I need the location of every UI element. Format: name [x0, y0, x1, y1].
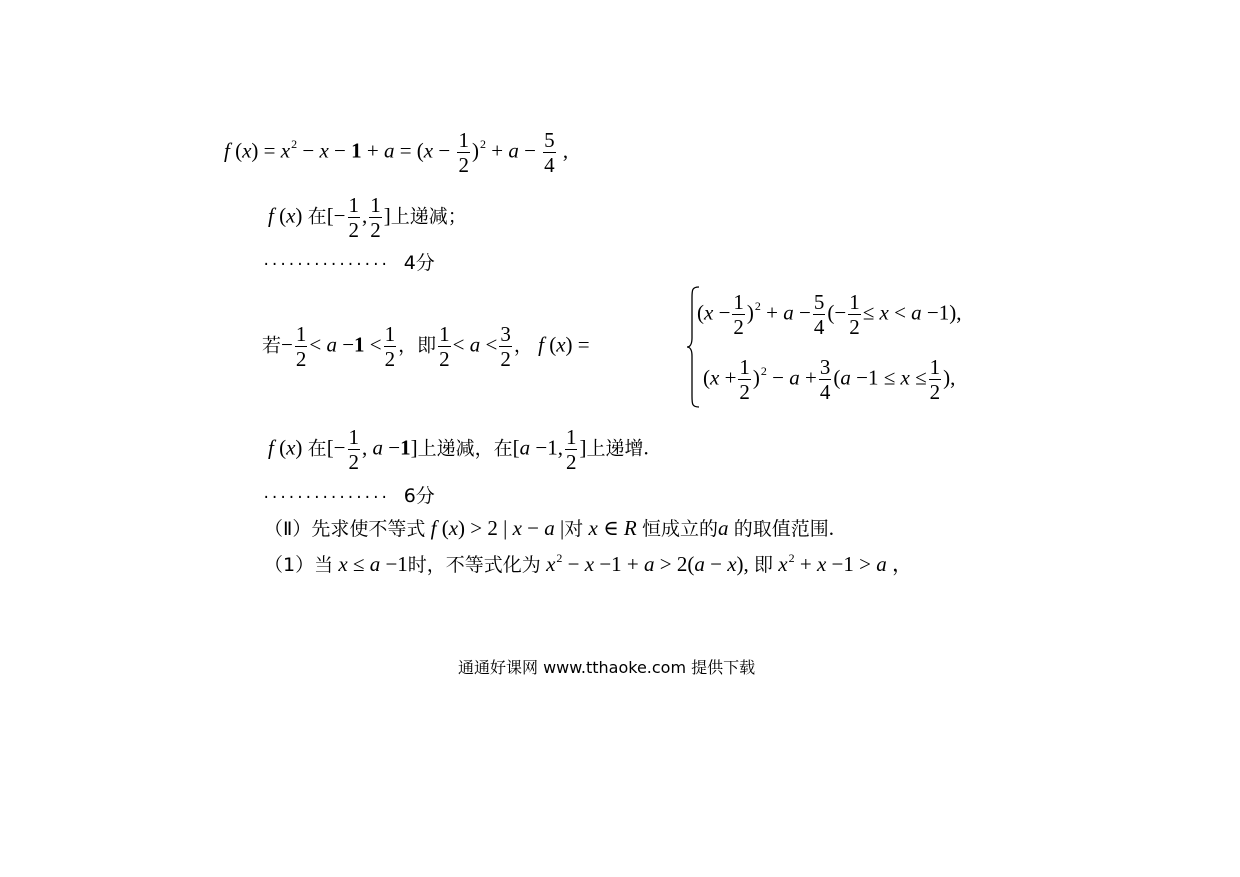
- score-line-6: [262, 485, 435, 506]
- formula-line-1: f $(x) = x^2 - x - 1 + a = (x$ − $\frac{1}{2}$ )$^2$ + a − $\frac{5}{4}$ ,: [224, 128, 569, 177]
- score-label: 6分: [403, 485, 435, 507]
- formula-line-5: f (x) 在[− $\frac{1}{2}$ , a −1]上递减，在[a −1, $\frac{1}{2}$ ]上递增.: [268, 425, 649, 474]
- formula-line-7: （Ⅱ）先求使不等式 f (x) > 2 | x − a |对 x ∈ R 恒成立的a 的取值范围.: [264, 516, 834, 540]
- formula-line-2: f (x) 在[− $\frac{1}{2}$ , $\frac{1}{2}$ ]上递减；: [268, 193, 467, 242]
- footer-watermark: 通通好课网 www.tthaoke.com 提供下载: [458, 658, 756, 677]
- score-label: 4分: [403, 252, 435, 274]
- dotted-leader: ···············: [262, 257, 389, 273]
- formula-line-4: 若− $\frac{1}{2}$ < a −1 < $\frac{1}{2}$ ，即 $\frac{1}{2}$ < a < $\frac{3}{2}$ ， f (x) =: [262, 322, 590, 371]
- piecewise-case-1: (x − $\frac{1}{2}$ )$^2$ + a − $\frac{5}{4}$ (− $\frac{1}{2}$ ≤ x < a −1),: [697, 290, 962, 339]
- formula-line-8: （1）当 x ≤ a −1时，不等式化为 $x^2 - x -1 + a > 2(a - x)$, 即 $x^2 + x -1 > a$ ，: [264, 551, 913, 576]
- piecewise-case-2: (x + $\frac{1}{2}$ )$^2$ − a + $\frac{3}{4}$ (a −1 ≤ x ≤ $\frac{1}{2}$ ),: [703, 355, 956, 404]
- score-line-4: [262, 252, 435, 273]
- dotted-leader: ···············: [262, 490, 389, 506]
